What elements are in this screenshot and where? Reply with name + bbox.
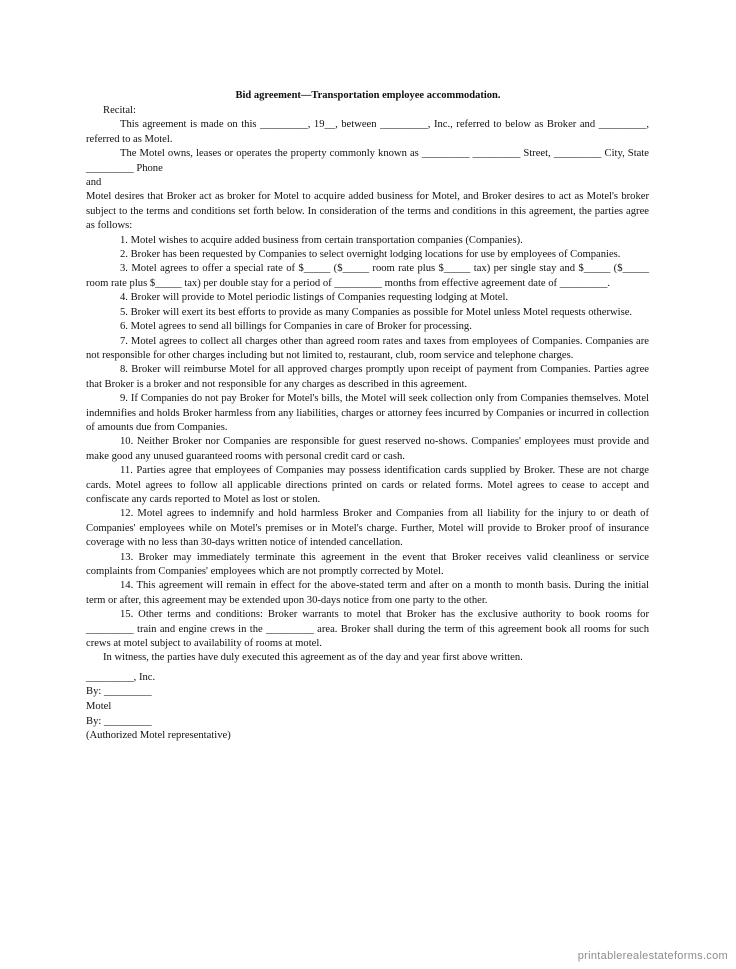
document-body	[86, 104, 649, 744]
clause-8: 8. Broker will reimburse Motel for all approved charges promptly upon receipt of payment from Companies. Parties agree that Broker is a broker and not responsible for any charges as described in this agreement.	[86, 364, 649, 390]
clause-3: 3. Motel agrees to offer a special rate of $_____ ($_____ room rate plus $_____ tax) per single stay and $_____ ($_____ room rate plus $_____ tax) per double stay for a period of _________ months from effective agreement date of _________.	[86, 263, 649, 289]
broker-name-line: _________, Inc.	[86, 671, 156, 683]
clause-2: 2. Broker has been requested by Companies to select overnight lodging locations for use by employees of Companies.	[120, 249, 621, 261]
clause-7: 7. Motel agrees to collect all charges other than agreed room rates and taxes from employees of Companies. Companies are not responsible for other charges including but not limited to, restaurant, club, room service and telephone charges.	[86, 335, 649, 361]
motel-signature-line: By: _________	[86, 716, 152, 728]
clause-11: 11. Parties agree that employees of Companies may possess identification cards supplied by Broker. These are not charge cards. Motel agrees to follow all applicable directions printed on cards or related forms. Motel agrees to cease to accept and confiscate any cards reported to Motel as lost or stolen.	[86, 465, 649, 505]
clause-4: 4. Broker will provide to Motel periodic listings of Companies requesting lodging at Motel.	[120, 292, 509, 304]
broker-signature-line: By: _________	[86, 686, 152, 698]
clause-15: 15. Other terms and conditions: Broker warrants to motel that Broker has the exclusive authority to book rooms for _________ train and engine crews in the _________ area. Broker shall during the term of this agreement book all rooms for such crews at motel subject to availability of rooms at motel.	[86, 609, 649, 650]
motel-representative-caption: (Authorized Motel representative)	[86, 730, 231, 742]
motel-label: Motel	[86, 700, 112, 712]
recital-label: Recital:	[103, 105, 136, 116]
paragraph-parties: This agreement is made on this _________, 19__, between _________, Inc., referred to below as Broker and _________, referred to as Motel.	[86, 119, 649, 145]
clause-10: 10. Neither Broker nor Companies are responsible for guest reserved no-shows. Companies' employees must provide and make good any unused guaranteed rooms with personal credit card or cash.	[86, 436, 649, 462]
document-title: Bid agreement—Transportation employee accommodation.	[235, 90, 501, 101]
paragraph-and: and	[86, 177, 102, 189]
witness-statement: In witness, the parties have duly executed this agreement as of the day and year first above written.	[103, 652, 523, 664]
clause-13: 13. Broker may immediately terminate this agreement in the event that Broker receives valid cleanliness or service complaints from Companies' employees which are not promptly corrected by Motel.	[86, 551, 649, 577]
clause-12: 12. Motel agrees to indemnify and hold harmless Broker and Companies from all liability for the injury to or death of Companies' employees while on Motel's premises or in Motel's charge. Further, Motel will provide to Broker proof of insurance coverage with no less than 30-days written notice of intended cancellation.	[86, 508, 649, 549]
clause-9: 9. If Companies do not pay Broker for Motel's bills, the Motel will seek collection only from Companies themselves. Motel indemnifies and holds Broker harmless from any liabilities, charges or attorney fees incurred by Companies or incurred in collection of amounts due from Companies.	[86, 393, 649, 433]
clause-14: 14. This agreement will remain in effect for the above-stated term and after on a month to month basis. During the initial term or after, this agreement may be extended upon 30-days notice from one party to the other.	[86, 580, 649, 606]
paragraph-desire: Motel desires that Broker act as broker for Motel to acquire added business for Motel, and Broker desires to act as Motel's broker subject to the terms and conditions set forth below. In consideration of the terms and conditions in this agreement, the parties agree as follows:	[86, 191, 649, 232]
clause-6: 6. Motel agrees to send all billings for Companies in care of Broker for processing.	[120, 321, 472, 333]
clause-5: 5. Broker will exert its best efforts to provide as many Companies as possible for Motel unless Motel requests otherwise.	[120, 306, 633, 318]
paragraph-property: The Motel owns, leases or operates the property commonly known as _________ _________ Street, _________ City, State _________ Phone	[86, 148, 649, 174]
watermark-text: printablerealestateforms.com	[577, 950, 728, 962]
clause-1: 1. Motel wishes to acquire added business from certain transportation companies (Companies).	[120, 234, 523, 246]
